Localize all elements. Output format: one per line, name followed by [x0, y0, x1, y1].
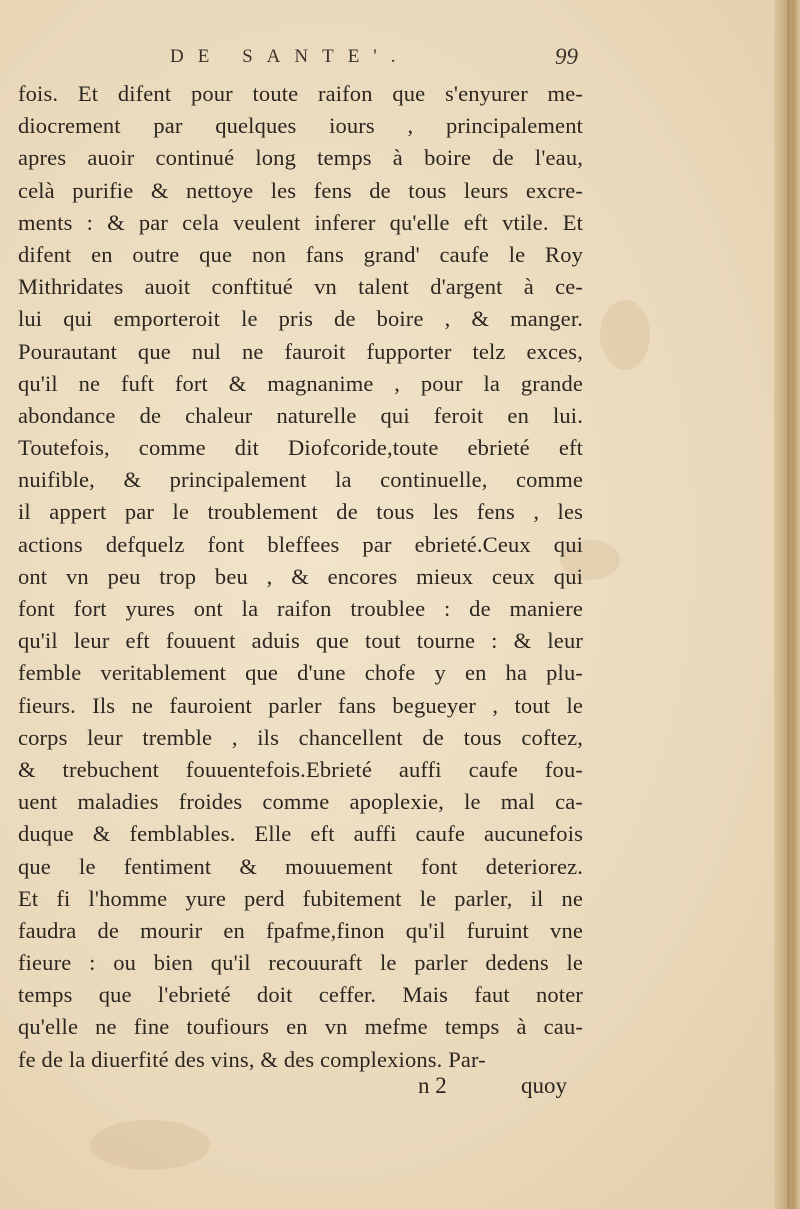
text-line: & trebuchent fouuentefois.Ebrieté auffi caufe fou- — [18, 756, 583, 782]
text-line: faudra de mourir en fpafme,finon qu'il furuint vne — [18, 917, 583, 943]
text-line: apres auoir continué long temps à boire de l'eau, — [18, 145, 583, 171]
body-text — [18, 78, 583, 1076]
page-number: 99 — [555, 44, 578, 69]
text-line: nuifible, & principalement la continuelle, comme — [18, 467, 583, 493]
page-footer — [0, 1073, 800, 1103]
text-line: difent en outre que non fans grand' caufe le Roy — [18, 241, 583, 267]
text-line: qu'il ne fuft fort & magnanime , pour la grande — [18, 370, 583, 396]
text-line: que le fentiment & mouuement font deteriorez. — [18, 853, 583, 879]
page-gutter — [774, 0, 800, 1209]
text-line: qu'il leur eft fouuent aduis que tout tourne : & leur — [18, 628, 583, 654]
text-line: Et fi l'homme yure perd fubitement le parler, il ne — [18, 885, 583, 911]
text-line: il appert par le troublement de tous les fens , les — [18, 499, 583, 525]
catchword: quoy — [521, 1073, 567, 1098]
text-line: diocrement par quelques iours , principalement — [18, 113, 583, 139]
text-line: temps que l'ebrieté doit ceffer. Mais faut noter — [18, 982, 583, 1008]
text-line: ont vn peu trop beu , & encores mieux ceux qui — [18, 563, 583, 589]
running-head-title: DE SANTE'. — [170, 46, 410, 67]
text-line: fieurs. Ils ne fauroient parler fans begueyer , tout le — [18, 692, 583, 718]
text-line: uent maladies froides comme apoplexie, le mal ca- — [18, 789, 583, 815]
running-head — [0, 46, 800, 76]
text-line: corps leur tremble , ils chancellent de tous coftez, — [18, 724, 583, 750]
text-line: Toutefois, comme dit Diofcoride,toute ebrieté eft — [18, 435, 583, 461]
paper-stain — [90, 1120, 210, 1170]
text-line: fois. Et difent pour toute raifon que s'enyurer me- — [18, 81, 583, 106]
text-line: fieure : ou bien qu'il recouuraft le parler dedens le — [18, 950, 583, 976]
text-line: Pourautant que nul ne fauroit fupporter telz exces, — [18, 338, 583, 364]
text-line: ments : & par cela veulent inferer qu'elle eft vtile. Et — [18, 209, 583, 235]
text-line: fe de la diuerfité des vins, & des complexions. Par- — [18, 1046, 486, 1072]
paper-stain — [600, 300, 650, 370]
signature-mark: n 2 — [418, 1073, 447, 1098]
text-line: actions defquelz font bleffees par ebrieté.Ceux qui — [18, 531, 583, 557]
text-line: qu'elle ne fine toufiours en vn mefme temps à cau- — [18, 1014, 583, 1040]
text-line: abondance de chaleur naturelle qui feroit en lui. — [18, 402, 583, 428]
text-line: duque & femblables. Elle eft auffi caufe aucunefois — [18, 821, 583, 847]
text-line: font fort yures ont la raifon troublee : de maniere — [18, 596, 583, 621]
gutter-line — [787, 0, 790, 1209]
text-line: femble veritablement que d'une chofe y en ha plu- — [18, 660, 583, 686]
text-line: celà purifie & nettoye les fens de tous leurs excre- — [18, 177, 583, 203]
text-line: Mithridates auoit conftitué vn talent d'argent à ce- — [18, 274, 583, 300]
text-line: lui qui emporteroit le pris de boire , & manger. — [18, 306, 583, 332]
